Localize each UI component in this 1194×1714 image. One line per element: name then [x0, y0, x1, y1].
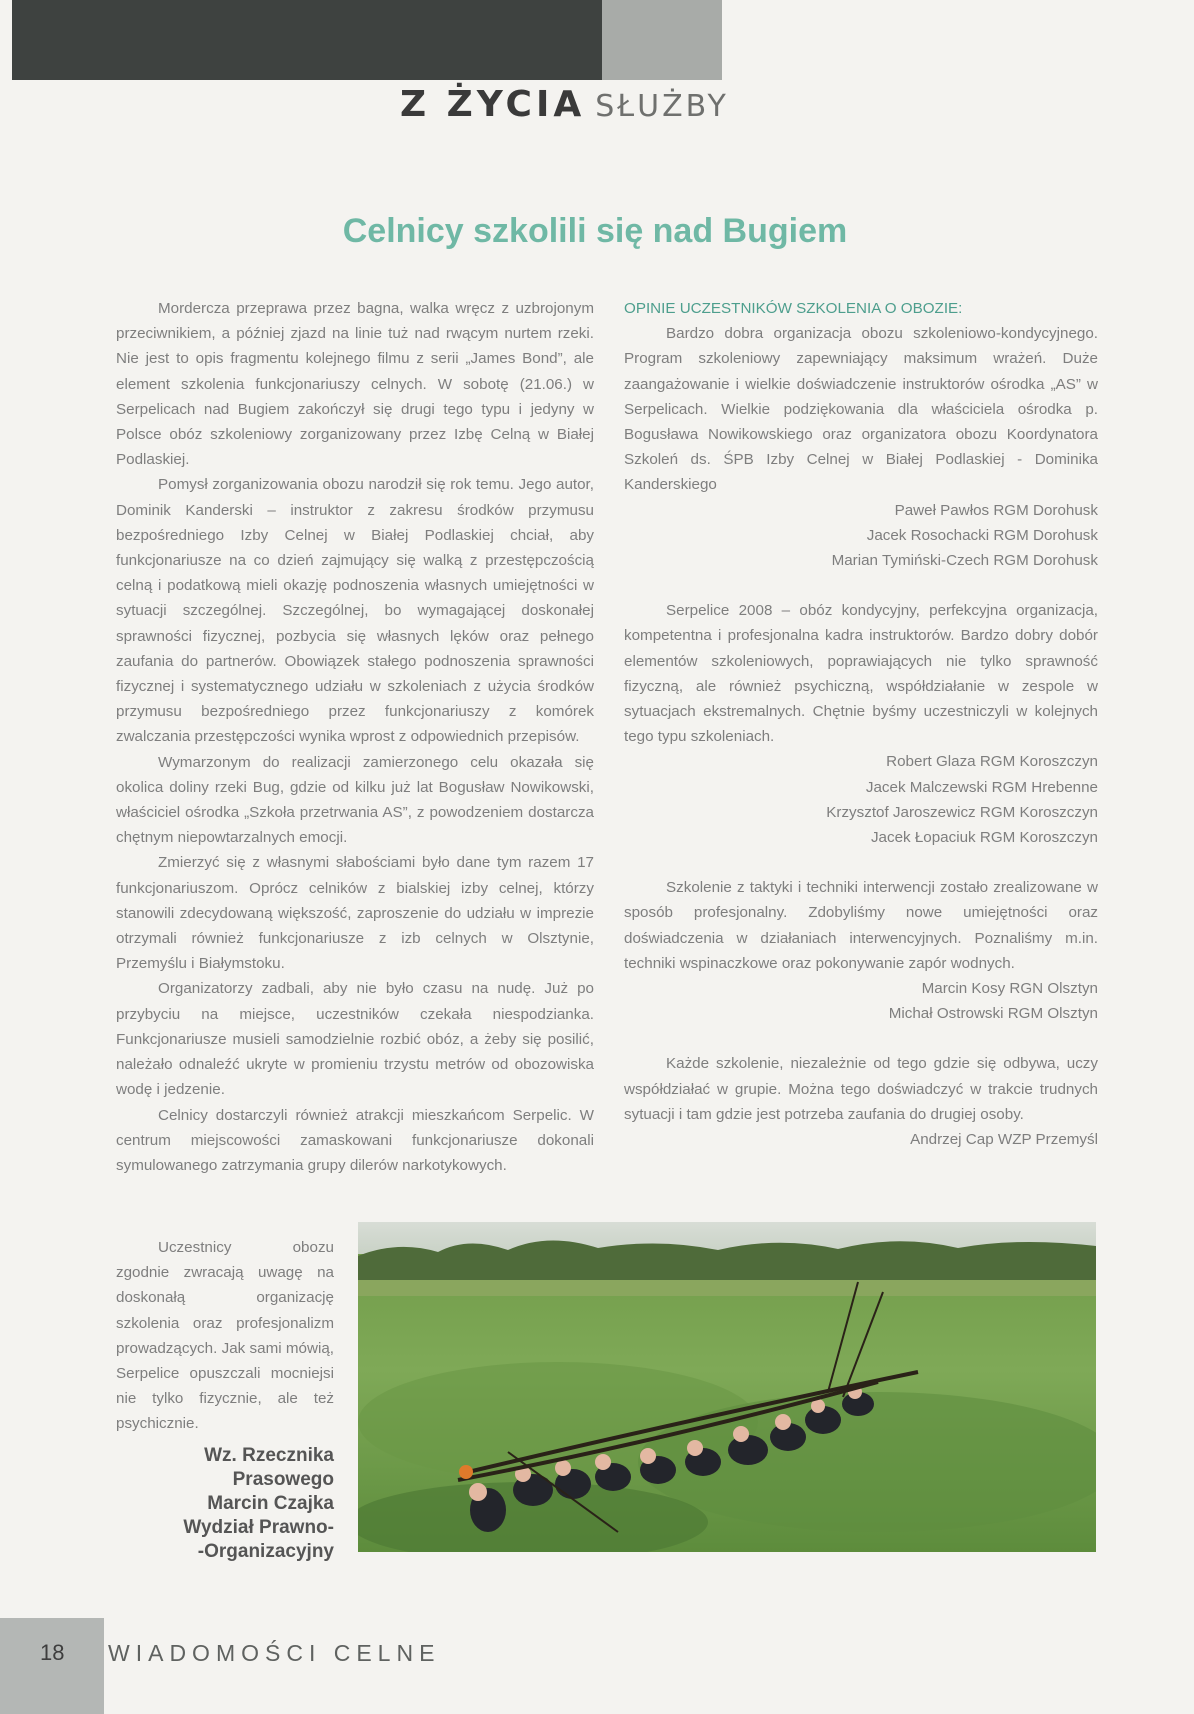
opinion-text: Bardzo dobra organizacja obozu szkoleniowo-kondycyjnego. Program szkoleniowy zapewniający maksimum wrażeń. Duże zaangażowanie i wielkie doświadczenie instruktorów ośrodka „AS” w Serpelicach. Wielkie podziękowania dla właściciela ośrodka p. Bogusława Nowikowskiego oraz organizatora obozu Koordynatora Szkoleń ds. ŚPB Izby Celnej w Białej Podlaskiej - Dominika Kanderskiego — [624, 325, 1098, 494]
opinions-heading: OPINIE UCZESTNIKÓW SZKOLENIA O OBOZIE: — [624, 300, 963, 317]
paragraph: Pomysł zorganizowania obozu narodził się rok temu. Jego autor, Dominik Kanderski – instruktor z zakresu środków przymusu bezpośredniego Izby Celnej w Białej Podlaskiej chciał, aby funkcjonariusze na co dzień zajmujący się walką z przestępczością celną i podatkową mieli okazję podnoszenia własnych umiejętności w sytuacji szczególnej. Szczególnej, bo wymagającej doskonałej sprawności fizycznej, pozbycia się własnych lęków oraz pełnego zaufania do partnerów. Obowiązek stałego podnoszenia sprawności fizycznej i systematycznego udziału w szkoleniach z użycia środków przymusu bezpośredniego przez funkcjonariuszy z komórek zwalczania przestępczości wynika wprost z odpowiednich przepisów. — [116, 476, 594, 746]
right-column — [624, 296, 1098, 1152]
paragraph: Zmierzyć się z własnymi słabościami było dane tym razem 17 funkcjonariuszom. Oprócz celników z bialskiej izby celnej, którzy stanowili zdecydowaną większość, zaproszenie do udziału w imprezie otrzymali również funkcjonariusze z izb celnych w Olsztynie, Przemyślu i Białymstoku. — [116, 854, 594, 973]
section-heading-light: SŁUŻBY — [595, 89, 729, 124]
author-line: Marcin Czajka — [207, 1493, 334, 1514]
opinion-signature: Michał Ostrowski RGM Olsztyn — [888, 1005, 1098, 1023]
paragraph: Celnicy dostarczyli również atrakcji mieszkańcom Serpelic. W centrum miejscowości zamaskowani funkcjonariusze dokonali symulowanego zatrzymania grupy dilerów narkotykowych. — [116, 1106, 594, 1174]
paragraph: Wymarzonym do realizacji zamierzonego celu okazała się okolica doliny rzeki Bug, gdzie od kilku już lat Bogusław Nowikowski, właściciel ośrodka „Szkoła przetrwania AS”, z powodzeniem dostarcza chętnym niepowtarzalnych emocji. — [116, 753, 594, 847]
opinion-signature: Krzysztof Jaroszewicz RGM Koroszczyn — [826, 803, 1098, 821]
left-column — [116, 296, 594, 1178]
header-gray-bar — [602, 0, 722, 80]
training-photo — [358, 1222, 1096, 1552]
author-line: Wydział Prawno- — [183, 1517, 334, 1538]
author-line: -Organizacyjny — [197, 1541, 334, 1562]
closing-block — [116, 1235, 334, 1437]
footer-block — [0, 1618, 104, 1714]
opinion-signature: Marcin Kosy RGN Olsztyn — [921, 980, 1098, 998]
opinion-signature: Paweł Pawłos RGM Dorohusk — [894, 501, 1098, 519]
author-line: Wz. Rzecznika — [204, 1445, 334, 1466]
article-title: Celnicy szkolili się nad Bugiem — [342, 212, 848, 250]
opinion-text: Każde szkolenie, niezależnie od tego gdzie się odbywa, uczy współdziałać w grupie. Można tego doświadczyć w trakcie trudnych sytuacji i tam gdzie jest potrzeba zaufania do drugiej osoby. — [624, 1055, 1098, 1123]
paragraph: Organizatorzy zadbali, aby nie było czasu na nudę. Już po przybyciu na miejsce, uczestników czekała niespodzianka. Funkcjonariusze musieli samodzielnie rozbić obóz, a żeby się posilić, należało odnaleźć ukryte w promieniu trzystu metrów od obozowiska wodę i jedzenie. — [116, 980, 594, 1099]
opinion-signature: Marian Tymiński-Czech RGM Dorohusk — [831, 552, 1098, 570]
opinion-signature: Jacek Rosochacki RGM Dorohusk — [866, 526, 1098, 544]
opinion-signature: Jacek Łopaciuk RGM Koroszczyn — [870, 829, 1098, 847]
opinion-signature: Andrzej Cap WZP Przemyśl — [910, 1131, 1098, 1149]
opinion-signature: Robert Glaza RGM Koroszczyn — [886, 753, 1098, 771]
closing-paragraph: Uczestnicy obozu zgodnie zwracają uwagę na doskonałą organizację szkolenia oraz profesjonalizm prowadzących. Jak sami mówią, Serpelice opuszczali mocniejsi nie tylko fizycznie, ale też psychicznie. — [116, 1239, 334, 1433]
section-heading-bold: Z ŻYCIA — [400, 84, 586, 125]
opinion-text: Szkolenie z taktyki i techniki interwencji zostało zrealizowane w sposób profesjonalny. Zdobyliśmy nowe umiejętności oraz doświadczenia w działaniach interwencyjnych. Poznaliśmy m.in. techniki wspinaczkowe oraz pokonywanie zapór wodnych. — [624, 879, 1098, 972]
opinion-signature: Jacek Malczewski RGM Hrebenne — [865, 778, 1098, 796]
paragraph: Mordercza przeprawa przez bagna, walka wręcz z uzbrojonym przeciwnikiem, a później zjazd na linie tuż nad rwącym nurtem rzeki. Nie jest to opis fragmentu kolejnego filmu z serii „James Bond”, ale element szkolenia funkcjonariuszy celnych. W sobotę (21.06.) w Serpelicach nad Bugiem zakończył się drugi tego typu i jedyny w Polsce obóz szkoleniowy zorganizowany przez Izbę Celną w Białej Podlaskiej. — [116, 300, 594, 469]
page-number: 18 — [40, 1640, 65, 1665]
opinion-text: Serpelice 2008 – obóz kondycyjny, perfekcyjna organizacja, kompetentna i profesjonalna kadra instruktorów. Bardzo dobry dobór elementów szkoleniowych, poprawiających nie tylko sprawność fizyczną, ale również psychiczną, współdziałanie w zespole w sytuacjach ekstremalnych. Chętnie byśmy uczestniczyli w kolejnych tego typu szkoleniach. — [624, 602, 1098, 746]
author-signature — [116, 1444, 334, 1564]
author-line: Prasowego — [232, 1469, 334, 1490]
section-heading — [400, 84, 760, 128]
magazine-name: WIADOMOŚCI CELNE — [108, 1640, 441, 1666]
header-dark-bar — [12, 0, 602, 80]
